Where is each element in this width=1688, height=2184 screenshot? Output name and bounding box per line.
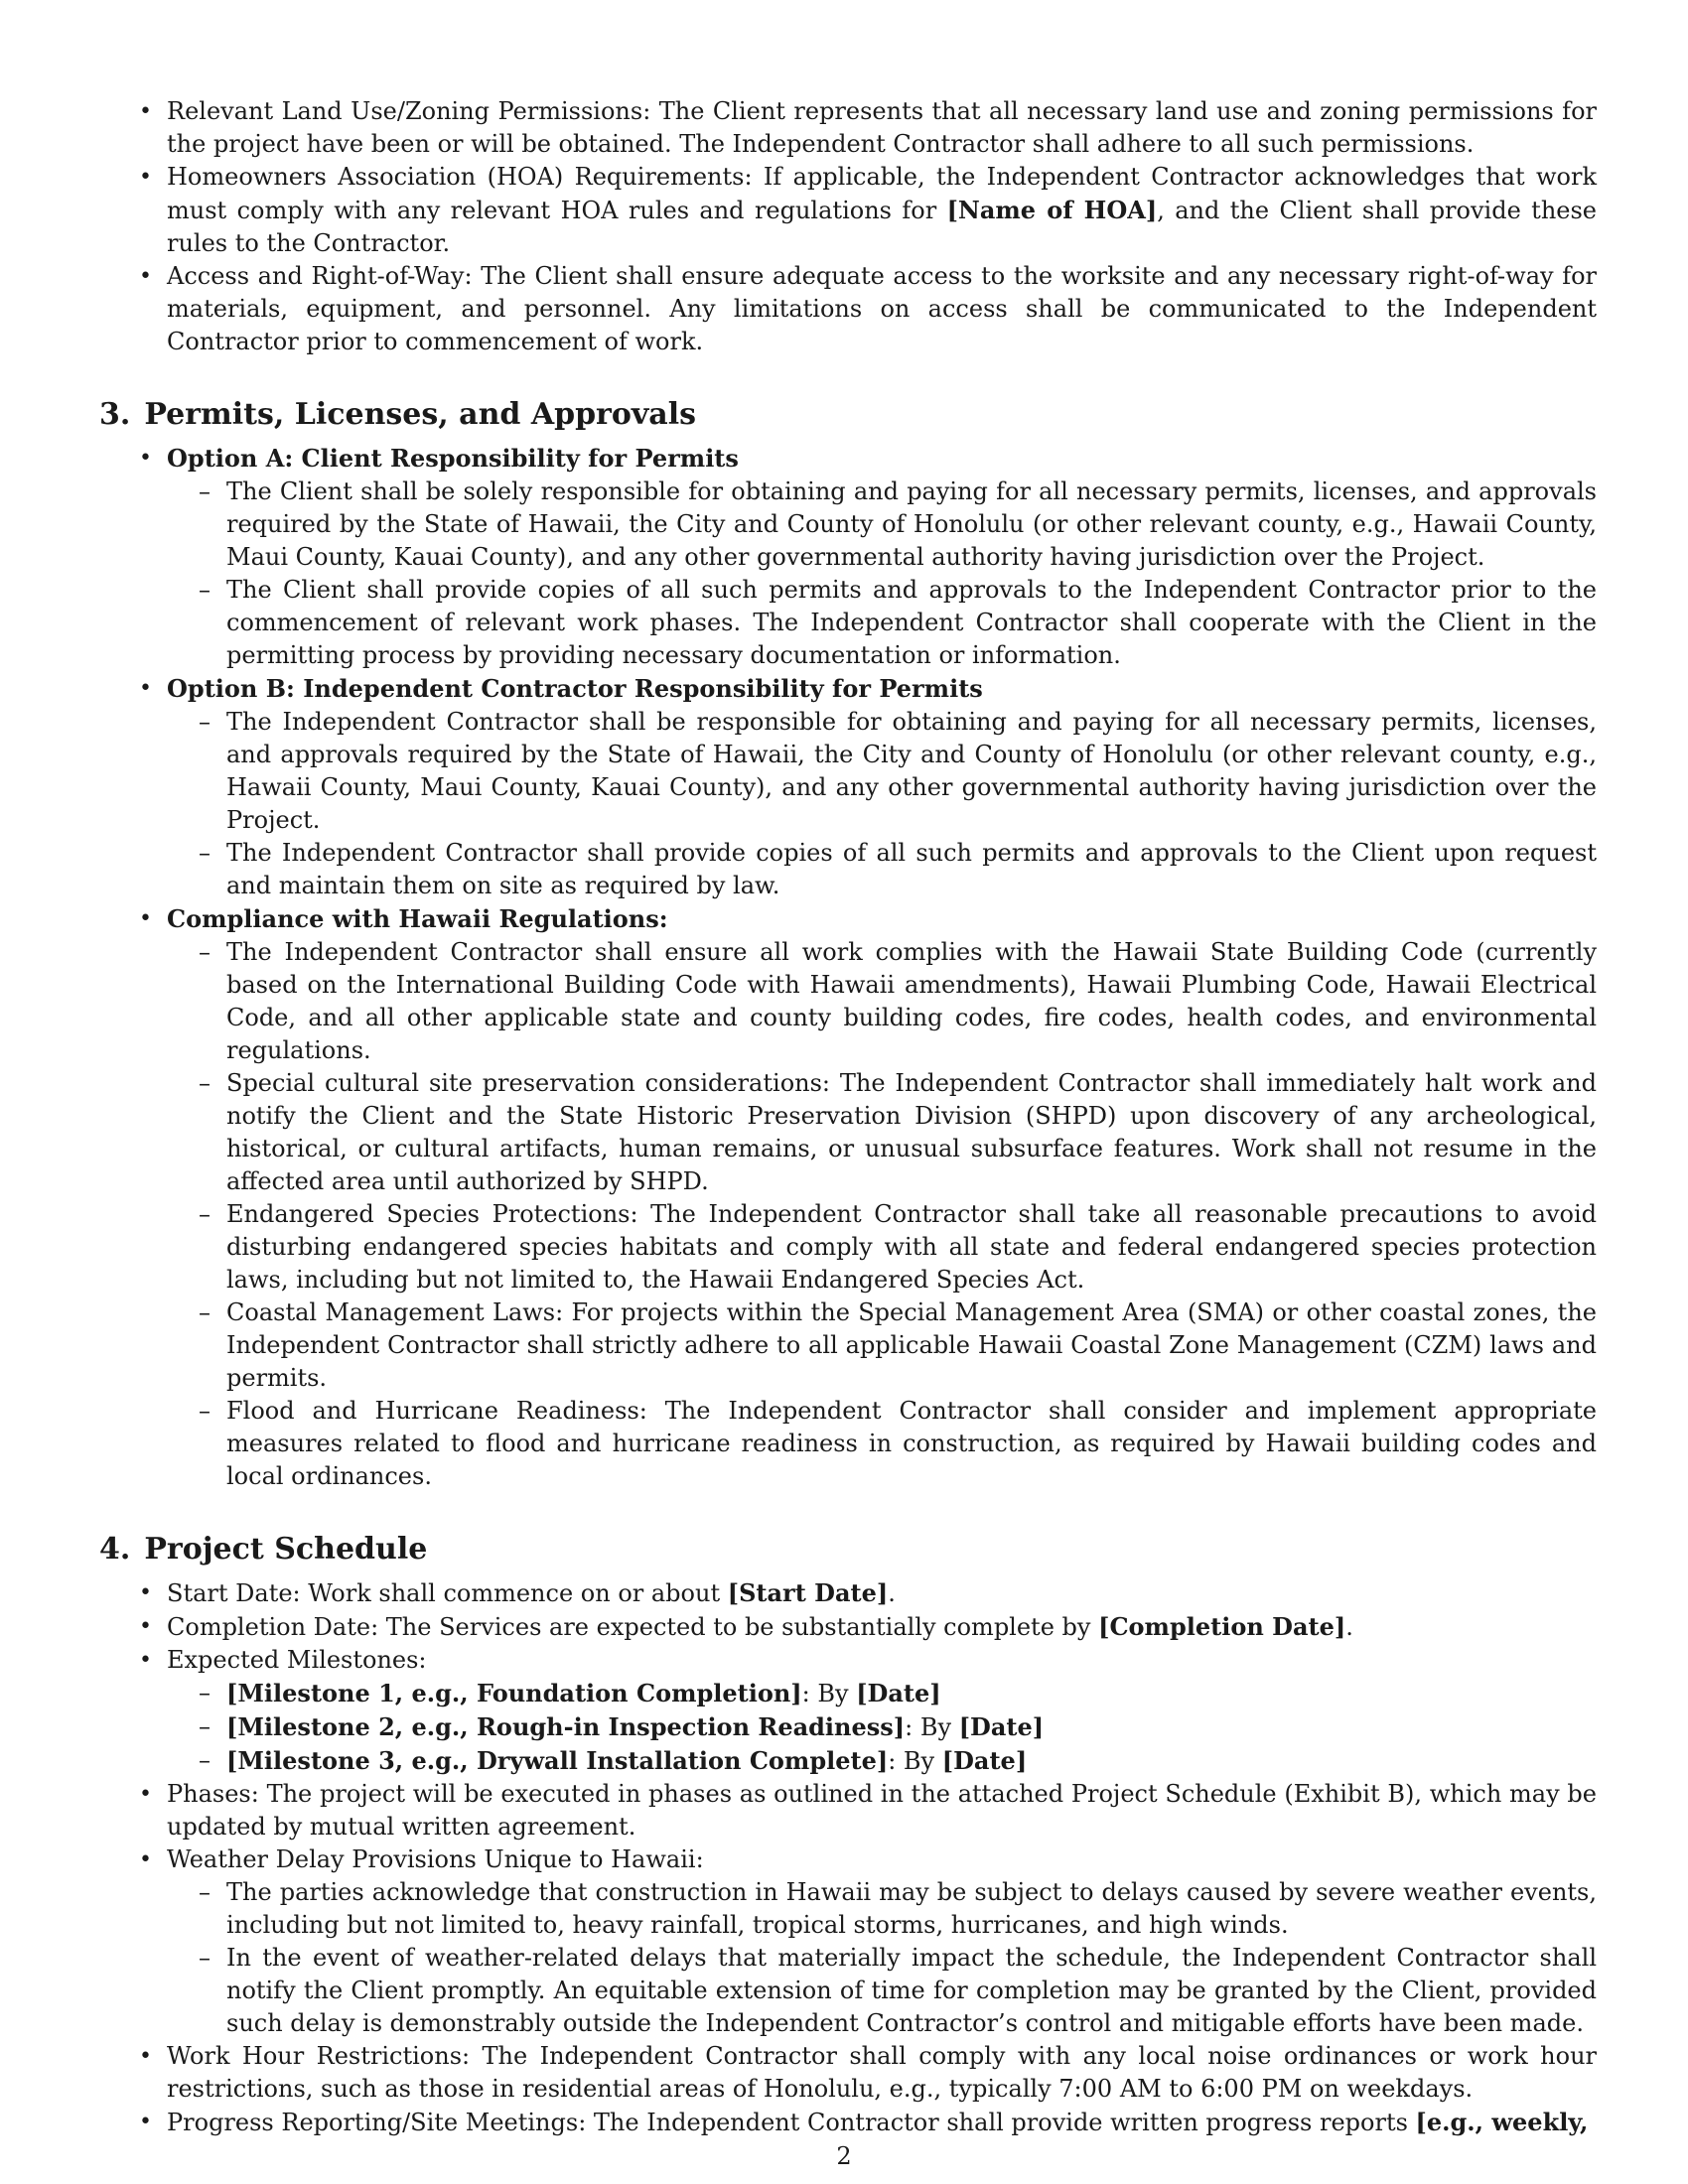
section-4-heading: 4. Project Schedule — [99, 1532, 428, 1567]
list-item: – [Milestone 3, e.g., Drywall Installation Complete]: By [Date] — [167, 1744, 1597, 1778]
list-item: – In the event of weather-related delays that materially impact the schedule, the Independent Contractor shall notify the Client promptly. An equitable extension of time for completion may be granted by the Client, provided such delay is demonstrably outside the Independent Contractor’s control and mitigable efforts have been made. — [167, 1942, 1597, 2040]
list-item: – [Milestone 2, e.g., Rough-in Inspection Readiness]: By [Date] — [167, 1710, 1597, 1744]
list-item: – The parties acknowledge that construction in Hawaii may be subject to delays caused by severe weather events, including but not limited to, heavy rainfall, tropical storms, hurricanes, and high winds. — [167, 1876, 1597, 1942]
list-item-milestones: • Expected Milestones: – [Milestone 1, e.g., Foundation Completion]: By [Date] – [Milestone 2, e.g., Rough-in Inspection Readiness]: By [Date] – [Milestone 3, e.g., Drywall Installation Complete]: By [Date] — [99, 1644, 1597, 1778]
placeholder-start-date: [Start Date] — [727, 1578, 889, 1607]
page-number: 2 — [836, 2142, 852, 2170]
list-item-progress: • Progress Reporting/Site Meetings: The Independent Contractor shall provide written progress reports [e.g., weekly, — [99, 2106, 1597, 2139]
list-item: – Flood and Hurricane Readiness: The Independent Contractor shall consider and implement appropriate measures related to flood and hurricane readiness in construction, as required by Hawaii building codes and local ordinances. — [167, 1395, 1597, 1493]
placeholder-completion-date: [Completion Date] — [1098, 1612, 1346, 1641]
placeholder-hoa-name: [Name of HOA] — [946, 196, 1158, 224]
list-item: – The Independent Contractor shall provide copies of all such permits and approvals to the Client upon request and maintain them on site as required by law. — [167, 837, 1597, 902]
list-item: • Homeowners Association (HOA) Requirements: If applicable, the Independent Contractor acknowledges that work must comply with any relevant HOA rules and regulations for [Name of HOA], and the Client shall provide these rules to the Contractor. — [99, 161, 1597, 260]
list-item-option-a: • Option A: Client Responsibility for Permits – The Client shall be solely responsible for obtaining and paying for all necessary permits, licenses, and approvals required by the State of Hawaii, the City and County of Honolulu (or other relevant county, e.g., Hawaii County, Maui County, Kauai County), and any other governmental authority having jurisdiction over the Project. – The Client shall provide copies of all such permits and approvals to the Independent Contractor prior to the commencement of relevant work phases. The Independent Contractor shall cooperate with the Client in the permitting process by providing necessary documentation or information. — [99, 442, 1597, 672]
list-item: – The Independent Contractor shall be responsible for obtaining and paying for all necessary permits, licenses, and approvals required by the State of Hawaii, the City and County of Honolulu (or other relevant county, e.g., Hawaii County, Maui County, Kauai County), and any other governmental authority having jurisdiction over the Project. — [167, 706, 1597, 837]
list-item: – Special cultural site preservation considerations: The Independent Contractor shall immediately halt work and notify the Client and the State Historic Preservation Division (SHPD) upon discovery of any archeological, historical, or cultural artifacts, human remains, or unusual subsurface features. Work shall not resume in the affected area until authorized by SHPD. — [167, 1067, 1597, 1198]
list-item: – The Independent Contractor shall ensure all work complies with the Hawaii State Building Code (currently based on the International Building Code with Hawaii amendments), Hawaii Plumbing Code, Hawaii Electrical Code, and all other applicable state and county building codes, fire codes, health codes, and environmental regulations. — [167, 936, 1597, 1067]
list-item-compliance: • Compliance with Hawaii Regulations: – The Independent Contractor shall ensure all work complies with the Hawaii State Building Code (currently based on the International Building Code with Hawaii amendments), Hawaii Plumbing Code, Hawaii Electrical Code, and all other applicable state and county building codes, fire codes, health codes, and environmental regulations. – Special cultural site preservation considerations: The Independent Contractor shall immediately halt work and notify the Client and the State Historic Preservation Division (SHPD) upon discovery of any archeological, historical, or cultural artifacts, human remains, or unusual subsurface features. Work shall not resume in the affected area until authorized by SHPD. – Endangered Species Protections: The Independent Contractor shall take all reasonable precautions to avoid disturbing endangered species habitats and comply with all state and federal endangered species protection laws, including but not limited to, the Hawaii Endangered Species Act. – Coastal Management Laws: For projects within the Special Management Area (SMA) or other coastal zones, the Independent Contractor shall strictly adhere to all applicable Hawaii Coastal Zone Management (CZM) laws and permits. – Flood and Hurricane Readiness: The Independent Contractor shall consider and implement appropriate measures related to flood and hurricane readiness in construction, as required by Hawaii building codes and local ordinances. — [99, 902, 1597, 1493]
list-item: – [Milestone 1, e.g., Foundation Completion]: By [Date] — [167, 1677, 1597, 1710]
list-item-weather: • Weather Delay Provisions Unique to Hawaii: – The parties acknowledge that construction in Hawaii may be subject to delays caused by severe weather events, including but not limited to, heavy rainfall, tropical storms, hurricanes, and high winds. – In the event of weather-related delays that materially impact the schedule, the Independent Contractor shall notify the Client promptly. An equitable extension of time for completion may be granted by the Client, provided such delay is demonstrably outside the Independent Contractor’s control and mitigable efforts have been made. — [99, 1843, 1597, 2040]
section-4-list — [99, 1576, 1597, 2139]
section-3-heading: 3. Permits, Licenses, and Approvals — [99, 397, 697, 432]
section-3-list — [99, 442, 1597, 1493]
list-item: – The Client shall be solely responsible for obtaining and paying for all necessary permits, licenses, and approvals required by the State of Hawaii, the City and County of Honolulu (or other relevant county, e.g., Hawaii County, Maui County, Kauai County), and any other governmental authority having jurisdiction over the Project. — [167, 476, 1597, 574]
list-item: – The Client shall provide copies of all such permits and approvals to the Independent Contractor prior to the commencement of relevant work phases. The Independent Contractor shall cooperate with the Client in the permitting process by providing necessary documentation or information. — [167, 574, 1597, 672]
list-item: – Coastal Management Laws: For projects within the Special Management Area (SMA) or other coastal zones, the Independent Contractor shall strictly adhere to all applicable Hawaii Coastal Zone Management (CZM) laws and permits. — [167, 1297, 1597, 1395]
list-item-work-hours: • Work Hour Restrictions: The Independent Contractor shall comply with any local noise ordinances or work hour restrictions, such as those in residential areas of Honolulu, e.g., typically 7:00 AM to 6:00 PM on weekdays. — [99, 2040, 1597, 2106]
list-item: • Relevant Land Use/Zoning Permissions: The Client represents that all necessary land use and zoning permissions for the project have been or will be obtained. The Independent Contractor shall adhere to all such permissions. — [99, 95, 1597, 161]
list-item: – Endangered Species Protections: The Independent Contractor shall take all reasonable precautions to avoid disturbing endangered species habitats and comply with all state and federal endangered species protection laws, including but not limited to, the Hawaii Endangered Species Act. — [167, 1198, 1597, 1297]
placeholder-report-frequency: [e.g., weekly, — [1415, 2108, 1589, 2136]
list-item-option-b: • Option B: Independent Contractor Responsibility for Permits – The Independent Contractor shall be responsible for obtaining and paying for all necessary permits, licenses, and approvals required by the State of Hawaii, the City and County of Honolulu (or other relevant county, e.g., Hawaii County, Maui County, Kauai County), and any other governmental authority having jurisdiction over the Project. – The Independent Contractor shall provide copies of all such permits and approvals to the Client upon request and maintain them on site as required by law. — [99, 672, 1597, 902]
document-page — [99, 95, 1597, 2139]
intro-list — [99, 95, 1597, 358]
list-item-start-date: • Start Date: Work shall commence on or about [Start Date]. — [99, 1576, 1597, 1610]
list-item-phases: • Phases: The project will be executed in phases as outlined in the attached Project Schedule (Exhibit B), which may be updated by mutual written agreement. — [99, 1778, 1597, 1843]
list-item: • Access and Right-of-Way: The Client shall ensure adequate access to the worksite and any necessary right-of-way for materials, equipment, and personnel. Any limitations on access shall be communicated to the Independent Contractor prior to commencement of work. — [99, 260, 1597, 358]
list-item-completion-date: • Completion Date: The Services are expected to be substantially complete by [Completion Date]. — [99, 1610, 1597, 1644]
